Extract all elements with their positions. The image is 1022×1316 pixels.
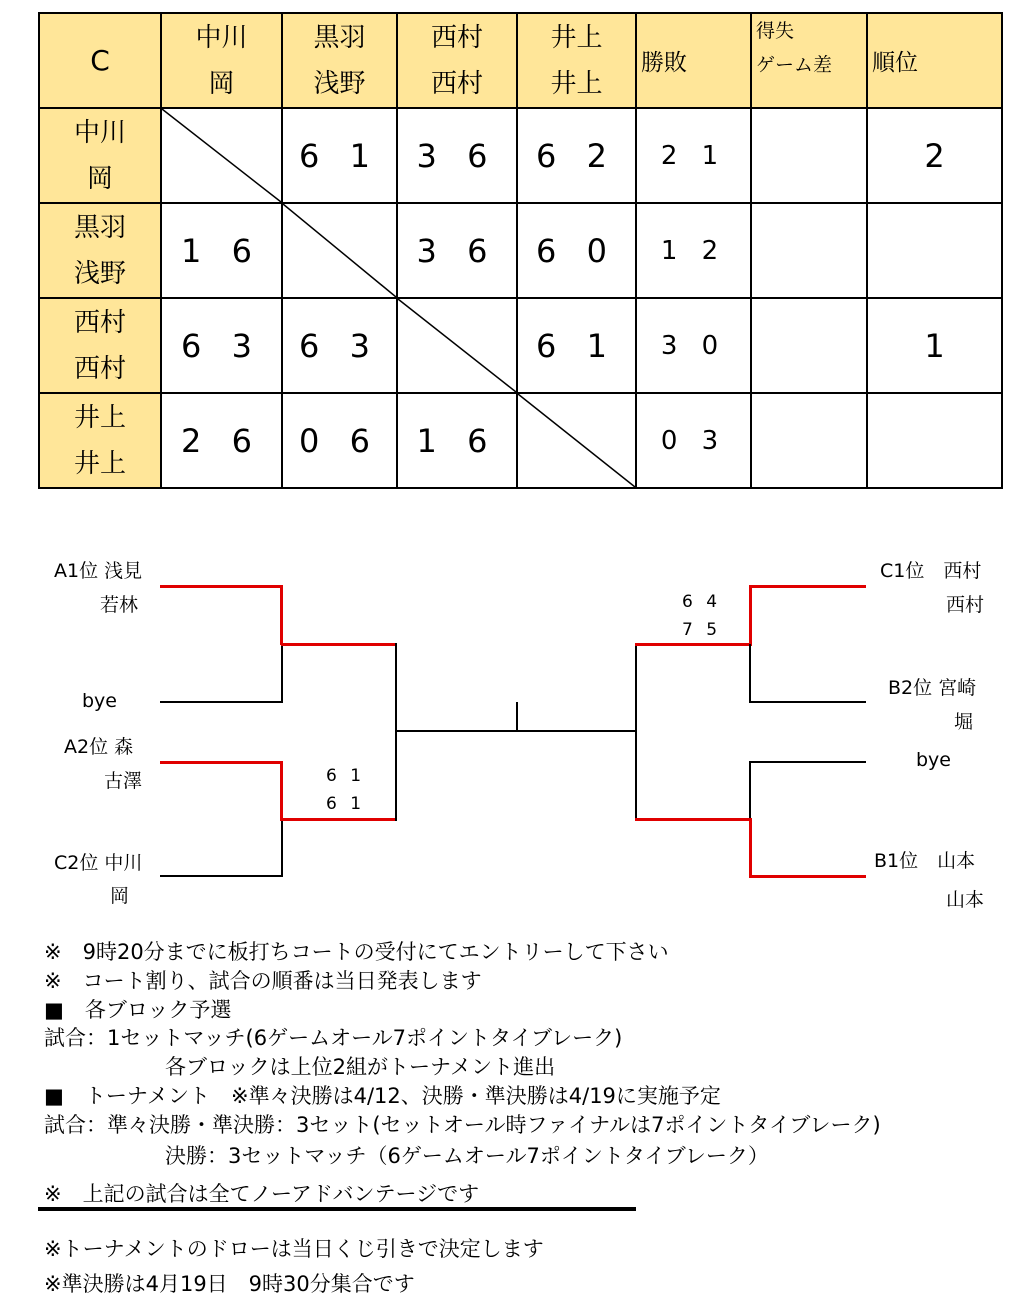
col-header-1: 中川 岡 bbox=[161, 13, 282, 108]
footer-line: ※準決勝は4月19日 9時30分集合です bbox=[44, 1272, 415, 1296]
rank-cell: 1 bbox=[867, 298, 1002, 393]
game-diff-cell bbox=[751, 203, 867, 298]
right-seed-b1-line2: 山本 bbox=[946, 889, 985, 911]
score-cell: 1 6 bbox=[397, 393, 517, 488]
score-cell: 6 3 bbox=[161, 298, 282, 393]
bracket-final-stem bbox=[516, 702, 518, 731]
bracket-line bbox=[749, 875, 866, 878]
diagonal-cell bbox=[282, 203, 397, 298]
league-table bbox=[38, 12, 1003, 489]
rank-cell: 2 bbox=[867, 108, 1002, 203]
game-diff-cell bbox=[751, 298, 867, 393]
win-loss-cell: 3 0 bbox=[636, 298, 751, 393]
score-cell: 6 1 bbox=[517, 298, 636, 393]
note-line: 決勝：3セットマッチ（6ゲームオール7ポイントタイブレーク） bbox=[165, 1144, 769, 1168]
left-seed-a2-line1: A2位 森 bbox=[64, 736, 134, 758]
win-loss-cell: 2 1 bbox=[636, 108, 751, 203]
right-seed-b2-line1: B2位 宮崎 bbox=[888, 677, 977, 699]
game-diff-header: 得失 ゲーム差 bbox=[751, 13, 867, 108]
bracket-line bbox=[749, 585, 752, 646]
right-match-score-line1: 6 4 bbox=[682, 592, 722, 612]
score-cell: 0 6 bbox=[282, 393, 397, 488]
score-cell: 3 6 bbox=[397, 108, 517, 203]
row-header-2: 黒羽 浅野 bbox=[39, 203, 161, 298]
bracket-line bbox=[160, 701, 283, 703]
score-cell: 6 3 bbox=[282, 298, 397, 393]
row-header-1: 中川 岡 bbox=[39, 108, 161, 203]
rank-header: 順位 bbox=[867, 13, 1002, 108]
win-loss-header: 勝敗 bbox=[636, 13, 751, 108]
bracket-line bbox=[395, 643, 397, 821]
left-seed-a1-line1: A1位 浅見 bbox=[54, 560, 143, 582]
right-bye: bye bbox=[916, 749, 951, 771]
col-header-2: 黒羽 浅野 bbox=[282, 13, 397, 108]
rank-cell bbox=[867, 203, 1002, 298]
left-match-score-line2: 6 1 bbox=[326, 794, 366, 814]
left-seed-a2-line2: 古澤 bbox=[104, 770, 143, 792]
diagonal-cell bbox=[517, 393, 636, 488]
win-loss-cell: 0 3 bbox=[636, 393, 751, 488]
right-match-score-line2: 7 5 bbox=[682, 620, 722, 640]
col-header-4: 井上 井上 bbox=[517, 13, 636, 108]
note-line: ※ 上記の試合は全てノーアドバンテージです bbox=[44, 1182, 480, 1206]
left-seed-c2-line2: 岡 bbox=[110, 885, 130, 907]
right-seed-b2-line2: 堀 bbox=[954, 711, 974, 733]
bracket-line bbox=[749, 644, 751, 703]
diagonal-cell bbox=[397, 298, 517, 393]
bracket-line bbox=[281, 818, 397, 821]
row-header-3: 西村 西村 bbox=[39, 298, 161, 393]
note-line: ※ コート割り、試合の順番は当日発表します bbox=[44, 969, 482, 993]
score-cell: 3 6 bbox=[397, 203, 517, 298]
left-seed-a1-line2: 若林 bbox=[100, 594, 139, 616]
bracket-line bbox=[280, 761, 283, 821]
bracket-line bbox=[280, 585, 283, 645]
bracket-line bbox=[749, 701, 866, 703]
score-cell: 6 1 bbox=[282, 108, 397, 203]
left-bye: bye bbox=[82, 690, 117, 712]
left-match-score-line1: 6 1 bbox=[326, 766, 366, 786]
note-line: ■ 各ブロック予選 bbox=[44, 998, 232, 1022]
footer-line: ※トーナメントのドローは当日くじ引きで決定します bbox=[44, 1237, 544, 1261]
bracket-line bbox=[160, 761, 282, 764]
diagonal-cell bbox=[161, 108, 282, 203]
win-loss-cell: 1 2 bbox=[636, 203, 751, 298]
bracket-line bbox=[749, 585, 866, 588]
bracket-line bbox=[160, 875, 283, 877]
col-header-3: 西村 西村 bbox=[397, 13, 517, 108]
note-line: 試合：準々決勝・準決勝：3セット(セットオール時ファイナルは7ポイントタイブレーク) bbox=[44, 1113, 881, 1137]
corner-cell: C bbox=[39, 13, 161, 108]
score-cell: 2 6 bbox=[161, 393, 282, 488]
bracket-line bbox=[160, 585, 282, 588]
row-header-4: 井上 井上 bbox=[39, 393, 161, 488]
bracket-line bbox=[749, 761, 751, 819]
note-line: 試合：1セットマッチ(6ゲームオール7ポイントタイブレーク) bbox=[44, 1026, 623, 1050]
left-seed-c2-line1: C2位 中川 bbox=[54, 852, 143, 874]
right-seed-c1-line1: C1位 西村 bbox=[880, 560, 982, 582]
rank-cell bbox=[867, 393, 1002, 488]
bracket-line bbox=[635, 643, 751, 646]
note-line: ※ 9時20分までに板打ちコートの受付にてエントリーして下さい bbox=[44, 940, 669, 964]
section-divider bbox=[38, 1207, 636, 1211]
note-line: 各ブロックは上位2組がトーナメント進出 bbox=[165, 1055, 556, 1079]
right-seed-c1-line2: 西村 bbox=[946, 594, 985, 616]
game-diff-cell bbox=[751, 108, 867, 203]
game-diff-cell bbox=[751, 393, 867, 488]
bracket-line bbox=[749, 818, 752, 877]
bracket-line bbox=[281, 643, 397, 646]
score-cell: 1 6 bbox=[161, 203, 282, 298]
bracket-line bbox=[749, 761, 866, 763]
score-cell: 6 0 bbox=[517, 203, 636, 298]
bracket-line bbox=[281, 819, 283, 877]
score-cell: 6 2 bbox=[517, 108, 636, 203]
bracket-line bbox=[635, 643, 637, 821]
bracket-line bbox=[635, 818, 751, 821]
right-seed-b1-line1: B1位 山本 bbox=[874, 850, 976, 872]
note-line: ■ トーナメント ※準々決勝は4/12、決勝・準決勝は4/19に実施予定 bbox=[44, 1084, 721, 1108]
